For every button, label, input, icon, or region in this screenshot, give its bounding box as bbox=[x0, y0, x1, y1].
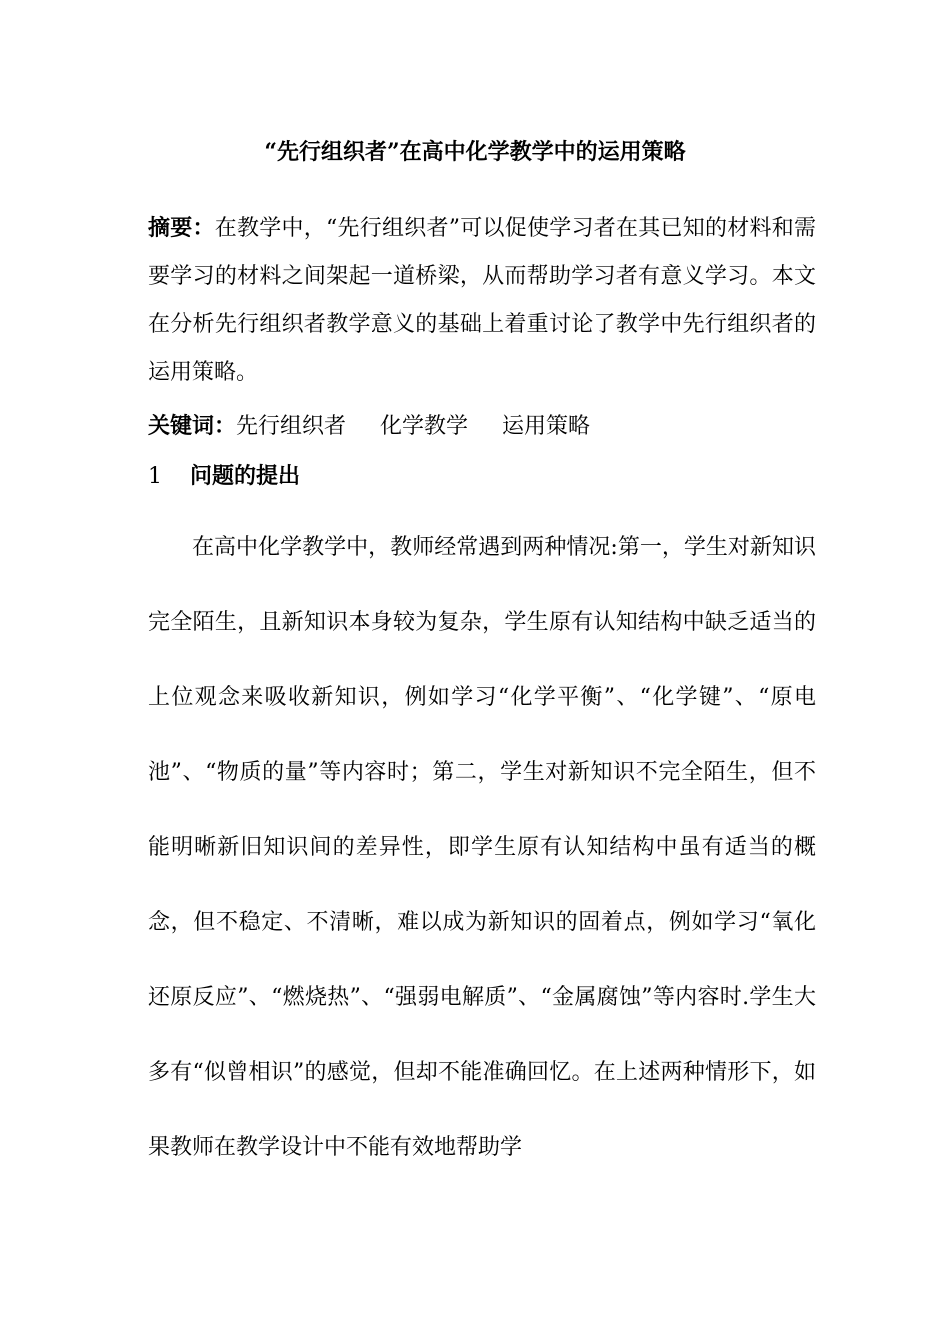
document-title: “先行组织者”在高中化学教学中的运用策略 bbox=[264, 139, 686, 165]
keyword-item: 先行组织者 bbox=[236, 414, 347, 439]
keyword-item: 运用策略 bbox=[502, 414, 591, 439]
keyword-item: 化学教学 bbox=[380, 414, 469, 439]
section-title: 问题的提出 bbox=[190, 463, 301, 489]
keywords-label: 关键词： bbox=[148, 413, 237, 439]
body-paragraph: 在高中化学教学中，教师经常遇到两种情况:第一，学生对新知识完全陌生，且新知识本身较为复杂，学生原有认知结构中缺乏适当的上位观念来吸收新知识，例如学习“化学平衡”、“化学键”、“原电池”、“物质的量”等内容时；第二，学生对新知识不完全陌生，但不能明晰新旧知识间的差异性，即学生原有认知结构中虽有适当的概念，但不稳定、不清晰，难以成为新知识的固着点，例如学习“氧化还原反应”、“燃烧热”、“强弱电解质”、“金属腐蚀”等内容时.学生大多有“似曾相识”的感觉，但却不能准确回忆。在上述两种情形下，如果教师在教学设计中不能有效地帮助学 bbox=[148, 535, 816, 1160]
abstract-label: 摘要： bbox=[148, 215, 215, 241]
section-number: 1 bbox=[148, 464, 162, 489]
section-heading bbox=[148, 452, 300, 501]
keywords bbox=[148, 402, 590, 451]
abstract-text: 在教学中，“先行组织者”可以促使学习者在其已知的材料和需要学习的材料之间架起一道桥梁，从而帮助学习者有意义学习。本文在分析先行组织者教学意义的基础上着重讨论了教学中先行组织者的运用策略。 bbox=[148, 216, 816, 385]
abstract bbox=[148, 204, 816, 397]
